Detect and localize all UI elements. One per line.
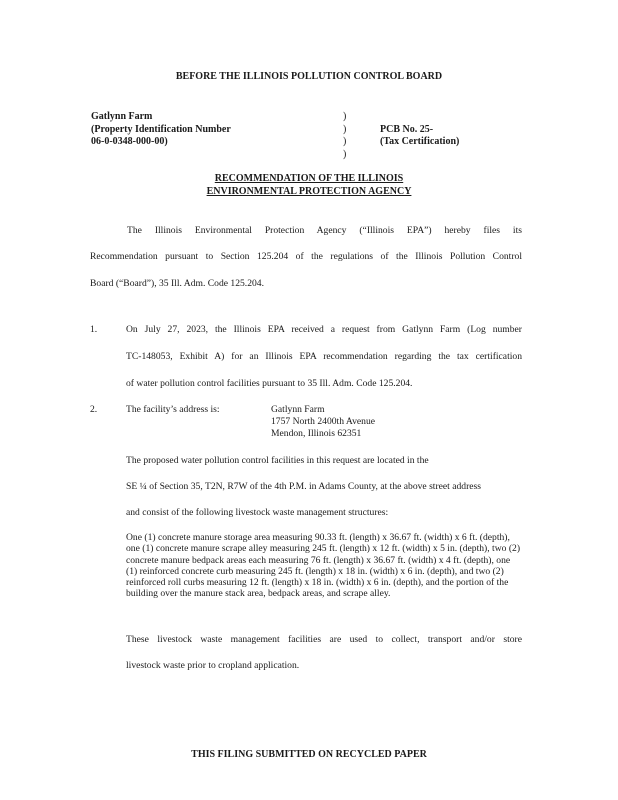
address-label: The facility’s address is:: [126, 404, 220, 415]
bracket: ): [343, 148, 347, 160]
intro-line-3: Board (“Board”), 35 Ill. Adm. Code 125.204.: [90, 278, 264, 289]
location-line-1: The proposed water pollution control facilities in this request are located in the: [126, 455, 429, 466]
location-line-2: SE ¼ of Section 35, T2N, R7W of the 4th P.M. in Adams County, at the above street address: [126, 481, 482, 492]
item-1-line-3: of water pollution control facilities pursuant to 35 Ill. Adm. Code 125.204.: [126, 378, 413, 389]
caption-right: [380, 124, 459, 149]
address-name: Gatlynn Farm: [271, 404, 325, 415]
address-street: 1757 North 2400th Avenue: [271, 416, 376, 427]
caption-petitioner: Gatlynn Farm: [91, 111, 153, 122]
facility-address: [271, 404, 375, 440]
case-type: (Tax Certification): [380, 136, 460, 147]
item-1-number: 1.: [90, 324, 98, 335]
caption-left: [91, 111, 231, 149]
use-line-2: livestock waste prior to cropland application.: [126, 660, 300, 671]
bracket: ): [343, 123, 347, 135]
caption-pin-number: 06-0-0348-000-00): [91, 136, 168, 147]
bracket: ): [343, 136, 347, 147]
item-2-number: 2.: [90, 404, 98, 415]
use-line-1: These livestock waste management facilities are used to collect, transport and/or store: [126, 634, 522, 645]
intro-line-1: The Illinois Environmental Protection Agency (“Illinois EPA”) hereby files its: [127, 225, 522, 236]
bracket: ): [343, 111, 347, 122]
location-line-3: and consist of the following livestock waste management structures:: [126, 507, 389, 518]
heading-line-2: ENVIRONMENTAL PROTECTION AGENCY: [206, 186, 412, 197]
item-1-line-1: On July 27, 2023, the Illinois EPA received a request from Gatlynn Farm (Log number: [126, 324, 522, 335]
board-title: BEFORE THE ILLINOIS POLLUTION CONTROL BOARD: [175, 71, 443, 82]
structures-paragraph: One (1) concrete manure storage area measuring 90.33 ft. (length) x 36.67 ft. (width) x 6 ft. (depth), one (1) concrete manure scrape alley measuring 245 ft. (length) x 12 ft. (width) x 5 in. (depth), two (2) concrete manure bedpack areas each measuring 76 ft. (length) x 36.67 ft. (width) x 4 ft. (depth), one (1) reinforced concrete curb measuring 245 ft. (length) x 18 in. (width) x 6 in. (depth), and two (2) reinforced roll curbs measuring 12 ft. (length) x 18 in. (width) x 6 in. (depth), and the portion of the building over the manure stack area, bedpack areas, and scrape alley.: [126, 532, 521, 600]
item-1-line-2: TC-148053, Exhibit A) for an Illinois EPA recommendation regarding the tax certification: [126, 351, 522, 362]
caption-pin-label: (Property Identification Number: [91, 123, 231, 135]
case-number: PCB No. 25-: [380, 123, 434, 135]
intro-line-2: Recommendation pursuant to Section 125.204 of the regulations of the Illinois Pollution Control: [90, 251, 522, 262]
address-city: Mendon, Illinois 62351: [271, 428, 362, 439]
caption-brackets: [343, 111, 346, 161]
recycled-paper-notice: THIS FILING SUBMITTED ON RECYCLED PAPER: [191, 749, 427, 760]
heading-line-1: RECOMMENDATION OF THE ILLINOIS: [214, 173, 404, 184]
